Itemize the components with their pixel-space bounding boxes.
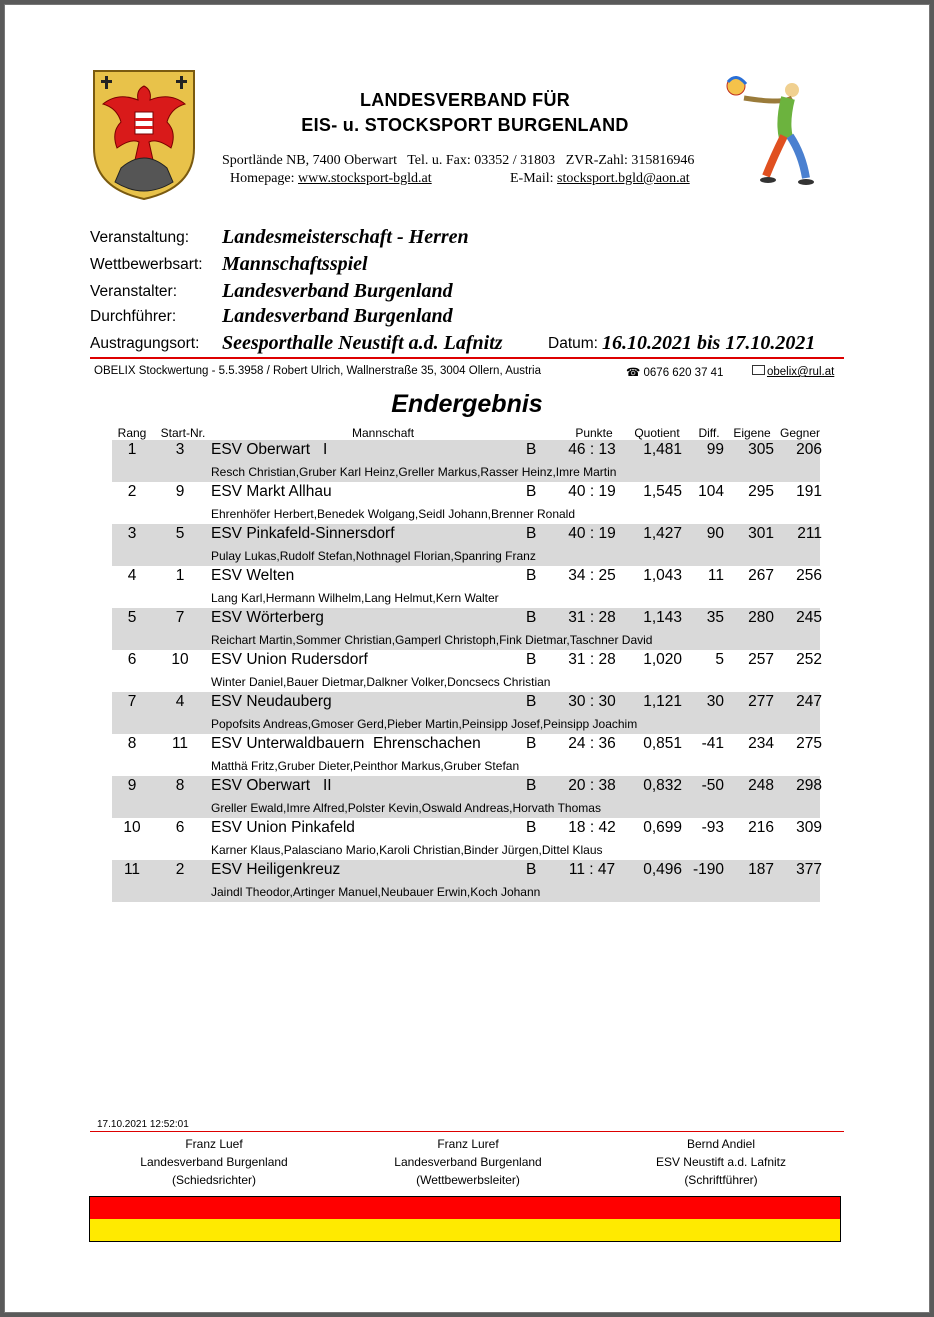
team-cell: ESV Oberwart I (211, 441, 328, 458)
software-phone: ☎ 0676 620 37 41 (626, 367, 724, 379)
print-timestamp: 17.10.2021 12:52:01 (97, 1119, 189, 1130)
rang-cell: 4 (127, 567, 137, 584)
flag-yellow-stripe (90, 1219, 840, 1241)
table-row (112, 566, 820, 608)
federation-title-line1: LANDESVERBAND FÜR (359, 90, 571, 110)
col-team: Mannschaft (352, 426, 415, 440)
punkte-cell: 18 : 42 (568, 819, 616, 836)
zvr-text: ZVR-Zahl: 315816946 (565, 153, 695, 168)
diff-cell: -190 (692, 861, 724, 878)
punkte-cell: 31 : 28 (568, 609, 616, 626)
punkte-cell: 11 : 47 (568, 861, 616, 878)
gegner-cell: 309 (796, 819, 822, 836)
start-cell: 6 (175, 819, 185, 836)
wettbewerbsart-label: Wettbewerbsart: (90, 256, 203, 273)
diff-cell: 30 (706, 693, 724, 710)
software-email-link[interactable]: obelix@rul.at (767, 366, 835, 378)
address-text: Sportlände NB, 7400 Oberwart (222, 153, 397, 168)
gegner-cell: 211 (797, 525, 822, 542)
software-credit: OBELIX Stockwertung - 5.5.3958 / Robert Ulrich, Wallnerstraße 35, 3004 Ollern, Austria (94, 365, 542, 377)
rang-cell: 11 (123, 861, 141, 878)
eigene-cell: 257 (748, 651, 774, 668)
diff-cell: 11 (707, 567, 724, 584)
col-eigene: Eigene (733, 426, 771, 440)
burgenland-flag-banner (89, 1196, 841, 1242)
stock-player-illustration (718, 70, 818, 194)
eigene-cell: 248 (748, 777, 774, 794)
signature-wettbewerbsleiter (358, 1135, 578, 1189)
eigene-cell: 216 (748, 819, 774, 836)
eigene-cell: 267 (748, 567, 774, 584)
team-cell: ESV Heiligenkreuz (211, 861, 341, 878)
table-row (112, 818, 820, 860)
results-title: Endergebnis (391, 390, 543, 418)
mail-icon (752, 365, 765, 375)
rang-cell: 3 (127, 525, 137, 542)
flag-red-stripe (90, 1197, 840, 1219)
eigene-cell: 305 (748, 441, 774, 458)
eigene-cell: 280 (748, 609, 774, 626)
table-row (112, 776, 820, 818)
austragungsort-label: Austragungsort: (90, 335, 200, 352)
durchfuehrer-label: Durchführer: (90, 308, 177, 325)
klasse-cell: B (526, 483, 537, 500)
start-cell: 3 (175, 441, 185, 458)
sig-org: Landesverband Burgenland (140, 1155, 288, 1169)
rang-cell: 1 (127, 441, 137, 458)
team-cell: ESV Neudauberg (211, 693, 332, 710)
table-row (112, 608, 820, 650)
sig-name: Franz Luef (185, 1137, 243, 1151)
rang-cell: 10 (123, 819, 141, 836)
sig-role: (Wettbewerbsleiter) (416, 1173, 520, 1187)
members-cell: Matthä Fritz,Gruber Dieter,Peinthor Markus,Gruber Stefan (211, 759, 520, 773)
punkte-cell: 34 : 25 (568, 567, 616, 584)
start-cell: 7 (175, 609, 185, 626)
rang-cell: 5 (127, 609, 137, 626)
gegner-cell: 191 (796, 483, 822, 500)
sig-role: (Schiedsrichter) (171, 1173, 257, 1187)
members-cell: Lang Karl,Hermann Wilhelm,Lang Helmut,Kern Walter (211, 591, 499, 605)
punkte-cell: 40 : 19 (568, 525, 616, 542)
team-cell: ESV Union Rudersdorf (211, 651, 368, 668)
diff-cell: 5 (715, 651, 724, 668)
klasse-cell: B (526, 609, 537, 626)
quotient-cell: 0,496 (643, 861, 682, 878)
gegner-cell: 298 (796, 777, 822, 794)
table-row (112, 692, 820, 734)
table-row (112, 482, 820, 524)
contact-line (222, 153, 694, 169)
software-email (752, 365, 834, 378)
klasse-cell: B (526, 651, 537, 668)
sig-name: Franz Luref (437, 1137, 499, 1151)
phone-text: Tel. u. Fax: 03352 / 31803 (407, 153, 556, 168)
diff-cell: 90 (706, 525, 724, 542)
members-cell: Popofsits Andreas,Gmoser Gerd,Pieber Martin,Peinsipp Josef,Peinsipp Joachim (211, 717, 638, 731)
quotient-cell: 1,143 (643, 609, 682, 626)
klasse-cell: B (526, 567, 537, 584)
sig-org: ESV Neustift a.d. Lafnitz (655, 1155, 787, 1169)
diff-cell: 35 (706, 609, 724, 626)
punkte-cell: 46 : 13 (568, 441, 616, 458)
datum-label: Datum: (548, 335, 598, 352)
team-cell: ESV Oberwart II (211, 777, 332, 794)
gegner-cell: 275 (796, 735, 822, 752)
rang-cell: 6 (127, 651, 137, 668)
diff-cell: 104 (698, 483, 724, 500)
diff-cell: -50 (701, 777, 724, 794)
quotient-cell: 1,427 (643, 525, 682, 542)
veranstalter-value: Landesverband Burgenland (222, 280, 453, 302)
punkte-cell: 31 : 28 (568, 651, 616, 668)
team-cell: ESV Unterwaldbauern Ehrenschachen (211, 735, 481, 752)
diff-cell: 99 (706, 441, 724, 458)
quotient-cell: 0,851 (643, 735, 682, 752)
team-cell: ESV Pinkafeld-Sinnersdorf (211, 525, 395, 542)
header-divider (90, 357, 844, 359)
team-cell: ESV Wörterberg (211, 609, 324, 626)
email-label: E-Mail: (510, 171, 554, 186)
start-cell: 2 (175, 861, 185, 878)
sig-role: (Schriftführer) (684, 1173, 758, 1187)
signature-schiedsrichter (104, 1135, 324, 1189)
klasse-cell: B (526, 861, 537, 878)
federation-title-line2: EIS- u. STOCKSPORT BURGENLAND (301, 115, 629, 135)
team-cell: ESV Union Pinkafeld (211, 819, 355, 836)
members-cell: Greller Ewald,Imre Alfred,Polster Kevin,Oswald Andreas,Horvath Thomas (211, 801, 601, 815)
rang-cell: 7 (127, 693, 137, 710)
members-cell: Resch Christian,Gruber Karl Heinz,Greller Markus,Rasser Heinz,Imre Martin (211, 465, 617, 479)
quotient-cell: 1,020 (643, 651, 682, 668)
start-cell: 10 (171, 651, 189, 668)
col-rang: Rang (117, 426, 147, 440)
col-quotient: Quotient (634, 426, 680, 440)
wettbewerbsart-value: Mannschaftsspiel (222, 253, 368, 275)
sig-org: Landesverband Burgenland (394, 1155, 542, 1169)
eigene-cell: 234 (748, 735, 774, 752)
col-gegner: Gegner (779, 426, 821, 440)
durchfuehrer-value: Landesverband Burgenland (222, 305, 453, 327)
rang-cell: 8 (127, 735, 137, 752)
quotient-cell: 1,481 (643, 441, 682, 458)
gegner-cell: 245 (796, 609, 822, 626)
table-row (112, 440, 820, 482)
klasse-cell: B (526, 441, 537, 458)
veranstaltung-value: Landesmeisterschaft - Herren (222, 226, 469, 248)
klasse-cell: B (526, 735, 537, 752)
klasse-cell: B (526, 777, 537, 794)
members-cell: Pulay Lukas,Rudolf Stefan,Nothnagel Florian,Spanring Franz (211, 549, 536, 563)
table-row (112, 860, 820, 902)
start-cell: 1 (175, 567, 185, 584)
members-cell: Karner Klaus,Palasciano Mario,Karoli Christian,Binder Jürgen,Dittel Klaus (211, 843, 603, 857)
klasse-cell: B (526, 525, 537, 542)
quotient-cell: 0,699 (643, 819, 682, 836)
members-cell: Reichart Martin,Sommer Christian,Gamperl Christoph,Fink Dietmar,Taschner David (211, 633, 653, 647)
eigene-cell: 301 (748, 525, 774, 542)
homepage-link[interactable]: www.stocksport-bgld.at (298, 171, 432, 186)
eigene-cell: 187 (748, 861, 774, 878)
punkte-cell: 40 : 19 (568, 483, 616, 500)
eigene-cell: 277 (748, 693, 774, 710)
gegner-cell: 377 (796, 861, 822, 878)
start-cell: 9 (175, 483, 185, 500)
col-punkte: Punkte (575, 426, 613, 440)
start-cell: 8 (175, 777, 185, 794)
datum-value: 16.10.2021 bis 17.10.2021 (602, 332, 816, 354)
austragungsort-value: Seesporthalle Neustift a.d. Lafnitz (222, 332, 503, 354)
email-link[interactable]: stocksport.bgld@aon.at (557, 171, 690, 186)
col-start: Start-Nr. (160, 426, 206, 440)
signature-schriftfuehrer (611, 1135, 831, 1189)
klasse-cell: B (526, 693, 537, 710)
members-cell: Winter Daniel,Bauer Dietmar,Dalkner Volker,Doncsecs Christian (211, 675, 551, 689)
gegner-cell: 256 (796, 567, 822, 584)
burgenland-crest-image (91, 68, 197, 202)
col-diff: Diff. (698, 426, 720, 440)
klasse-cell: B (526, 819, 537, 836)
quotient-cell: 0,832 (643, 777, 682, 794)
members-cell: Ehrenhöfer Herbert,Benedek Wolgang,Seidl Johann,Brenner Ronald (211, 507, 576, 521)
diff-cell: -93 (701, 819, 724, 836)
quotient-cell: 1,545 (643, 483, 682, 500)
gegner-cell: 252 (796, 651, 822, 668)
rang-cell: 9 (127, 777, 137, 794)
eigene-cell: 295 (748, 483, 774, 500)
email-line (510, 171, 690, 187)
start-cell: 11 (171, 735, 189, 752)
punkte-cell: 20 : 38 (568, 777, 616, 794)
homepage-line (230, 171, 432, 187)
start-cell: 4 (175, 693, 185, 710)
table-row (112, 650, 820, 692)
quotient-cell: 1,043 (643, 567, 682, 584)
veranstalter-label: Veranstalter: (90, 283, 178, 300)
veranstaltung-label: Veranstaltung: (90, 229, 190, 246)
footer-divider (90, 1131, 844, 1132)
start-cell: 5 (175, 525, 185, 542)
team-cell: ESV Welten (211, 567, 295, 584)
gegner-cell: 247 (796, 693, 822, 710)
team-cell: ESV Markt Allhau (211, 483, 332, 500)
table-row (112, 524, 820, 566)
rang-cell: 2 (127, 483, 137, 500)
punkte-cell: 30 : 30 (568, 693, 616, 710)
sig-name: Bernd Andiel (686, 1137, 756, 1151)
homepage-label: Homepage: (230, 171, 295, 186)
table-row (112, 734, 820, 776)
gegner-cell: 206 (796, 441, 822, 458)
diff-cell: -41 (701, 735, 724, 752)
quotient-cell: 1,121 (643, 693, 682, 710)
members-cell: Jaindl Theodor,Artinger Manuel,Neubauer Erwin,Koch Johann (211, 885, 541, 899)
punkte-cell: 24 : 36 (568, 735, 616, 752)
